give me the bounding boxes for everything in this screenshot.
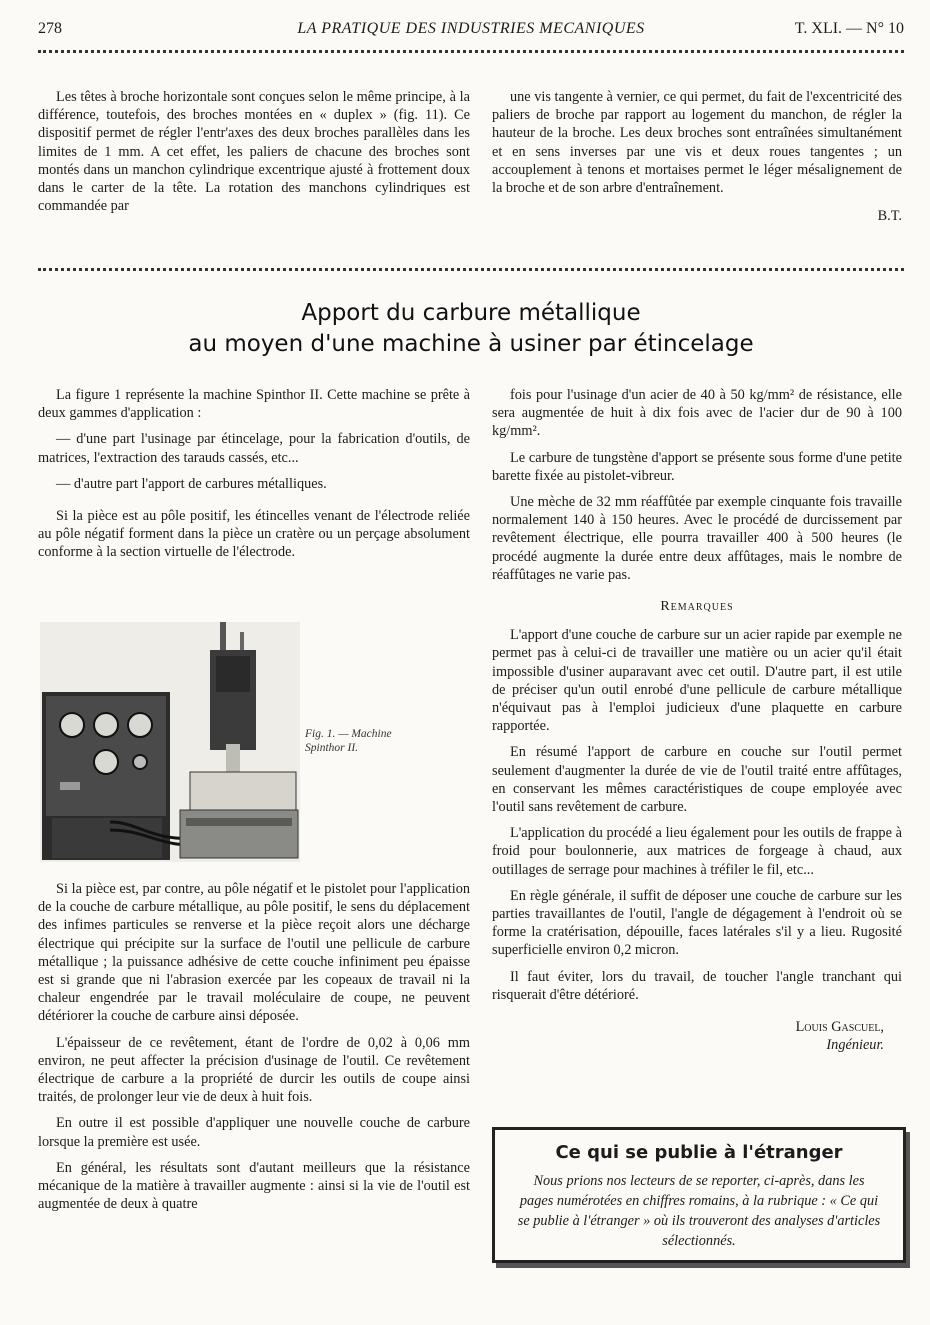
paragraph: Le carbure de tungstène d'apport se présente sous forme d'une petite barette fixée au pistolet-vibreur. [492, 449, 902, 484]
volume-number: T. XLI. — N° 10 [794, 20, 904, 37]
prev-article-left-column [38, 88, 470, 215]
article-title-line2: au moyen d'une machine à usiner par étincelage [188, 331, 754, 357]
article-title-line1: Apport du carbure métallique [301, 300, 641, 326]
remarks-heading: Remarques [660, 599, 734, 615]
prev-article-right-column [492, 88, 902, 233]
paragraph: fois pour l'usinage d'un acier de 40 à 50 kg/mm² de résistance, elle sera augmentée de huit à dix fois avec de l'acier dur de 90 à 100 kg/mm². [492, 387, 902, 440]
prev-article-left-text: Les têtes à broche horizontale sont conçues selon le même principe, à la différence, toutefois, des broches montées en « duplex » (fig. 11). Ce dispositif permet de régler l'entr'axes des deux broches parallèles dans les limites de 1 mm. A cet effet, les paliers de chacune des broches sont montés dans un manchon cylindrique excentrique ajusté à frottement doux dans le carter de la tête. La rotation des manchons cylindriques est commandée par [38, 89, 470, 215]
paragraph: Il faut éviter, lors du travail, de toucher l'angle tranchant qui risquerait d'être détérioré. [492, 968, 902, 1003]
article-title [38, 298, 904, 360]
paragraph: L'application du procédé a lieu également pour les outils de frappe à froid pour boulonnerie, aux matrices de forgeage à chaud, aux outillages de serrage pour machines à tréfiler le fil, etc... [492, 825, 902, 878]
prev-article-right-text: une vis tangente à vernier, ce qui permet, du fait de l'excentricité des paliers de broche par rapport au logement du manchon, de régler la hauteur de la broche. Les deux broches sont entraînées simultanément et en sens inverses par une vis et deux roues tangentes ; un accouplement à tenons et mortaises permet le léger mésalignement de la broche et de son arbre d'entraînement. [492, 89, 902, 197]
paragraph: En règle générale, il suffit de déposer une couche de carbure sur les parties travaillantes de l'outil, l'angle de dégagement à l'endroit où se forme la cratérisation, dépouille, faces latérales s'il y a lieu. Rugosité superficielle environ 0,2 micron. [492, 887, 902, 959]
notice-box [492, 1127, 906, 1263]
paragraph: — d'une part l'usinage par étincelage, pour la fabrication d'outils, de matrices, l'extraction des tarauds cassés, etc... [38, 431, 470, 466]
page-header [38, 18, 904, 42]
paragraph: L'apport d'une couche de carbure sur un acier rapide par exemple ne permet pas à celui-ci de travailler une matière ou un acier qu'il était impossible d'usiner auparavant avec cet outil. D'autre part, il est utile de préciser qu'un outil enrobé d'une pellicule de carbure métallique n'équivaut pas à l'emploi judicieux d'une plaquette en carbure rapportée. [492, 627, 902, 735]
article-left-column-bottom [38, 880, 470, 1213]
figure-spinthor-machine [40, 622, 300, 862]
paragraph: En général, les résultats sont d'autant meilleurs que la résistance mécanique de la matière à travailler augmente : ainsi si la vie de l'outil est augmentée de deux à quatre [38, 1159, 470, 1213]
paragraph: L'épaisseur de ce revêtement, étant de l'ordre de 0,02 à 0,06 mm environ, ne peut affecter la précision d'usinage de l'outil. Ce revêtement électrique de carbure a la propriété de durcir les outils de coupe ainsi traités, de prolonger leur vie de deux à huit fois. [38, 1034, 470, 1106]
section-divider [38, 268, 904, 271]
notice-text: Nous prions nos lecteurs de se reporter, ci-après, dans les pages numérotées en chiffres romains, à la rubrique : « Ce qui se publie à l'étranger » où ils trouveront des analyses d'articles sélectionnés. [517, 1173, 881, 1249]
paragraph: En résumé l'apport de carbure en couche sur l'outil permet seulement d'augmenter la durée de vie de l'outil traité entre affûtages, en conservant les mêmes caractéristiques de coupe employée avec l'outil sans revêtement de carbure. [492, 744, 902, 816]
author-title: Ingénieur. [826, 1037, 884, 1054]
author-name: Louis Gascuel, [795, 1019, 884, 1036]
journal-title: LA PRATIQUE DES INDUSTRIES MECANIQUES [297, 20, 645, 37]
figure-caption: Fig. 1. — Machine Spinthor II. [305, 728, 392, 754]
prev-article-signature: B.T. [877, 208, 902, 225]
header-divider [38, 50, 904, 53]
paragraph: Une mèche de 32 mm réaffûtée par exemple cinquante fois travaille normalement 140 à 150 heures. Avec le procédé de durcissement par revêtement électrique, elle pourra travailler 400 à 500 heures (le procédé augmente la durée entre deux affûtages, mais le nombre de réaffûtages ne varie pas. [492, 494, 902, 583]
paragraph: La figure 1 représente la machine Spinthor II. Cette machine se prête à deux gammes d'application : [38, 387, 470, 422]
paragraph: — d'autre part l'apport de carbures métalliques. [56, 475, 327, 492]
article-right-column [492, 386, 902, 1055]
notice-title: Ce qui se publie à l'étranger [555, 1142, 843, 1163]
machine-photo [40, 622, 300, 862]
article-left-column-top [38, 386, 470, 562]
paragraph: Si la pièce est, par contre, au pôle négatif et le pistolet pour l'application de la couche de carbure métallique, au pôle positif, le sens du déplacement des infimes particules se renverse et la pièce reçoit alors une décharge électrique qui précipite sur la surface de l'outil une pellicule de carbure métallique ; la puissance adhésive de cette couche infiniment peu épaisse est si grande que ni l'abrasion exercée par les copeaux de travail ni la chaleur engendrée par le travail moléculaire de coupe, ne peuvent détériorer la couche de carbure ainsi déposée. [38, 881, 470, 1025]
page-number: 278 [38, 20, 62, 37]
paragraph: Si la pièce est au pôle positif, les étincelles venant de l'électrode reliée au pôle négatif forment dans la pièce un cratère ou un perçage absolument conforme à la section virtuelle de l'électrode. [38, 508, 470, 561]
paragraph: En outre il est possible d'appliquer une nouvelle couche de carbure lorsque la première est usée. [38, 1115, 470, 1150]
